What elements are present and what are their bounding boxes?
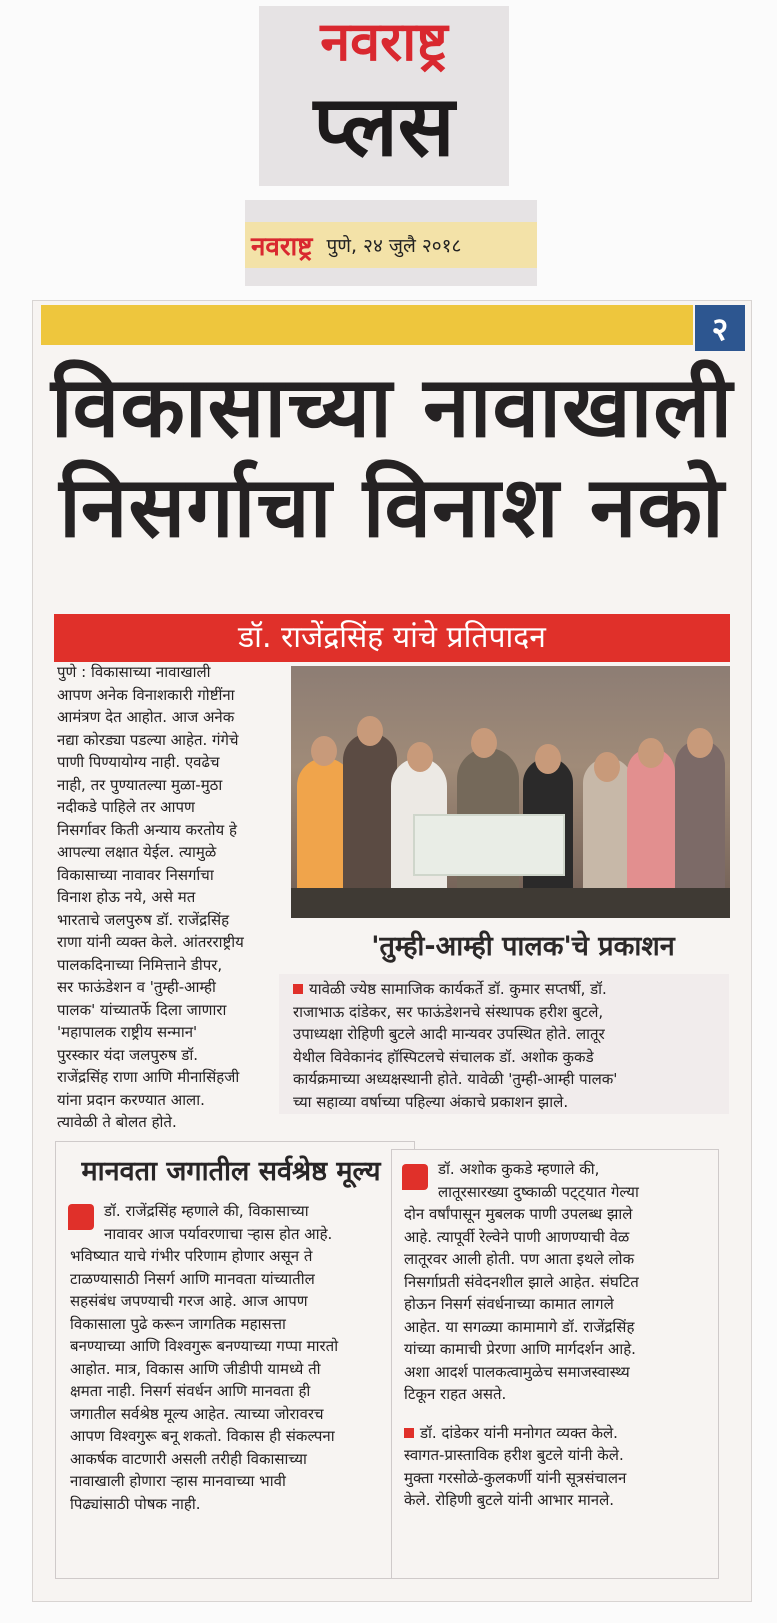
section-line: नावावर आज पर्यावरणाचा ऱ्हास होत आहे. xyxy=(104,1224,333,1243)
dateline-strip xyxy=(245,222,537,268)
photo-figure-head xyxy=(407,742,433,772)
intro-line: आपण अनेक विनाशकारी गोष्टींना xyxy=(57,685,235,704)
bullet-marker xyxy=(293,984,303,994)
photo-figure-head xyxy=(687,728,713,758)
intro-line: पुरस्कार यंदा जलपुरुष डॉ. xyxy=(57,1045,199,1064)
dateline xyxy=(245,200,537,286)
photo-figure-head xyxy=(471,728,497,758)
intro-line: विकासाच्या नावावर निसर्गाचा xyxy=(57,865,214,884)
dateline-paper: नवराष्ट्र xyxy=(251,232,313,262)
intro-line: आपल्या लक्षात येईल. त्यामुळे xyxy=(57,843,217,861)
photo-figure xyxy=(675,740,725,908)
right-line: आहेत. या सगळ्या कामामागे डॉ. राजेंद्रसिंह xyxy=(404,1317,635,1336)
masthead-bottom: प्लस xyxy=(313,77,455,175)
closing-line: केले. रोहिणी बुटले यांनी आभार मानले. xyxy=(404,1491,615,1509)
publication-line-text: यावेळी ज्येष्ठ सामाजिक कार्यकर्ते डॉ. कुमार सप्तर्षी, डॉ. xyxy=(309,980,607,998)
intro-line: आमंत्रण देत आहोत. आज अनेक xyxy=(57,708,235,726)
publication-text xyxy=(293,978,723,1113)
intro-line: 'महापालक राष्ट्रीय सन्मान' xyxy=(57,1023,198,1041)
photo-stage xyxy=(291,888,730,918)
dateline-date: पुणे, २४ जुलै २०१८ xyxy=(326,235,462,257)
section-line: सहसंबंध जपण्याची गरज आहे. आज आपण xyxy=(70,1292,308,1310)
closing-line xyxy=(404,1422,712,1445)
publication-line: राजाभाऊ दांडेकर, सर फाऊंडेशनचे संस्थापक हरीश बुटले, xyxy=(293,1002,604,1021)
spacer xyxy=(404,1406,712,1422)
right-line: लातूरसारख्या दुष्काळी पट्ट्यात गेल्या xyxy=(438,1182,639,1201)
headline-line-1: विकासाच्या नावाखाली xyxy=(50,358,734,456)
masthead-top: नवराष्ट्र xyxy=(320,10,448,73)
section-left xyxy=(55,1141,415,1579)
intro-line: भारताचे जलपुरुष डॉ. राजेंद्रसिंह xyxy=(57,910,230,929)
photo-figure-head xyxy=(535,744,561,774)
photo-figure-head xyxy=(594,752,620,782)
photo-figure-head xyxy=(311,736,337,766)
intro-line: नद्या कोरड्या पडल्या आहेत. गंगेचे xyxy=(57,730,239,749)
right-line: अशा आदर्श पालकत्वामुळेच समाजस्वास्थ्य xyxy=(404,1362,630,1381)
headline xyxy=(33,357,751,557)
photo-figure-head xyxy=(638,738,664,768)
intro-line: नदीकडे पाहिले तर आपण xyxy=(57,798,195,816)
subheadline: डॉ. राजेंद्रसिंह यांचे प्रतिपादन xyxy=(54,614,730,662)
publication-line: येथील विवेकानंद हॉस्पिटलचे संचालक डॉ. अशोक कुकडे xyxy=(293,1047,594,1066)
section-line: जगातील सर्वश्रेष्ठ मूल्य आहेत. त्याच्या जोरावरच xyxy=(70,1404,324,1423)
section-right xyxy=(391,1149,719,1579)
section-line: नावाखाली होणारा ऱ्हास मानवाच्या भावी xyxy=(70,1472,286,1490)
masthead xyxy=(259,6,509,186)
section-line: डॉ. राजेंद्रसिंह म्हणाले की, विकासाच्या xyxy=(104,1202,309,1220)
intro-column xyxy=(57,661,289,1134)
publication-line xyxy=(293,978,723,1001)
bullet-marker xyxy=(404,1428,414,1438)
right-line: निसर्गाप्रती संवेदनशील झाले आहेत. संघटित xyxy=(404,1272,639,1291)
section-line: भविष्यात याचे गंभीर परिणाम होणार असून ते xyxy=(70,1247,313,1265)
right-line: दोन वर्षांपासून मुबलक पाणी उपलब्ध झाले xyxy=(404,1205,633,1223)
top-bar xyxy=(41,305,693,345)
section-heading: मानवता जगातील सर्वश्रेष्ठ मूल्य xyxy=(81,1156,381,1187)
event-photo xyxy=(291,666,730,918)
photo-certificate xyxy=(413,814,565,876)
intro-line: विनाश होऊ नये, असे मत xyxy=(57,888,196,906)
intro-line: पाणी पिण्यायोग्य नाही. एवढेच xyxy=(57,753,220,771)
photo-figure-head xyxy=(357,716,383,746)
section-line: आहोत. मात्र, विकास आणि जीडीपी यामध्ये ती xyxy=(70,1359,321,1378)
right-line: टिकून राहत असते. xyxy=(404,1385,507,1403)
publication-line: उपाध्यक्षा रोहिणी बुटले आदी मान्यवर उपस्थित होते. लातूर xyxy=(293,1025,605,1043)
intro-line: यांना प्रदान करण्यात आला. xyxy=(57,1090,205,1109)
closing-line: मुक्ता गरसोळे-कुलकर्णी यांनी सूत्रसंचालन xyxy=(404,1468,627,1487)
intro-line: पुणे : विकासाच्या नावाखाली xyxy=(57,663,211,681)
closing-line: स्वागत-प्रास्ताविक हरीश बुटले यांनी केले. xyxy=(404,1446,624,1464)
right-line: डॉ. अशोक कुकडे म्हणाले की, xyxy=(438,1160,600,1178)
headline-line-2: निसर्गाचा विनाश नको xyxy=(59,458,725,556)
intro-line: पालकदिनाच्या निमित्ताने डीपर, xyxy=(57,955,223,974)
intro-line: राणा यांनी व्यक्त केले. आंतरराष्ट्रीय xyxy=(57,933,244,951)
section-line: बनण्याच्या आणि विश्वगुरू बनण्याच्या गप्पा मारतो xyxy=(70,1337,339,1355)
section-line: विकासाला पुढे करून जागतिक महासत्ता xyxy=(70,1314,286,1333)
section-line: पिढ्यांसाठी पोषक नाही. xyxy=(70,1494,201,1513)
section-text xyxy=(70,1200,406,1515)
section-line: क्षमता नाही. निसर्ग संवर्धन आणि मानवता ही xyxy=(70,1382,311,1400)
intro-line: राजेंद्रसिंह राणा आणि मीनासिंहजी xyxy=(57,1068,240,1086)
photo-figure xyxy=(343,733,397,908)
publication-line: च्या सहाव्या वर्षाच्या पहिल्या अंकाचे प्रकाशन झाले. xyxy=(293,1092,569,1111)
intro-line: पालक' यांच्यातर्फे दिला जाणारा xyxy=(57,1000,227,1019)
page-number: २ xyxy=(695,305,745,351)
closing-line-text: डॉ. दांडेकर यांनी मनोगत व्यक्त केले. xyxy=(420,1423,618,1442)
right-line: होऊन निसर्ग संवर्धनाच्या कामात लागले xyxy=(404,1295,614,1313)
right-line: लातूरवर आली होती. पण आता इथले लोक xyxy=(404,1250,635,1268)
intro-line: निसर्गावर किती अन्याय करतोय हे xyxy=(57,820,237,839)
article-clipping xyxy=(32,300,752,1602)
intro-line: त्यावेळी ते बोलत होते. xyxy=(57,1113,177,1131)
intro-line: सर फाऊंडेशन व 'तुम्ही-आम्ही xyxy=(57,978,216,996)
publication-box xyxy=(279,974,729,1114)
section-line: टाळण्यासाठी निसर्ग आणि मानवता यांच्यातील xyxy=(70,1269,315,1288)
publication-title: 'तुम्ही-आम्ही पालक'चे प्रकाशन xyxy=(371,931,675,962)
right-text xyxy=(404,1158,712,1512)
publication-line: कार्यक्रमाच्या अध्यक्षस्थानी होते. यावेळी 'तुम्ही-आम्ही पालक' xyxy=(293,1070,618,1088)
right-line: आहे. त्यापूर्वी रेल्वेने पाणी आणण्याची वेळ xyxy=(404,1227,630,1246)
intro-line: नाही, तर पुण्यातल्या मुळा-मुठा xyxy=(57,775,223,794)
section-line: आपण विश्वगुरू बनू शकतो. विकास ही संकल्पना xyxy=(70,1427,335,1445)
right-line: यांच्या कामाची प्रेरणा आणि मार्गदर्शन आहे. xyxy=(404,1340,636,1358)
section-line: आकर्षक वाटणारी असली तरीही विकासाच्या xyxy=(70,1449,307,1468)
photo-figure xyxy=(627,748,675,908)
